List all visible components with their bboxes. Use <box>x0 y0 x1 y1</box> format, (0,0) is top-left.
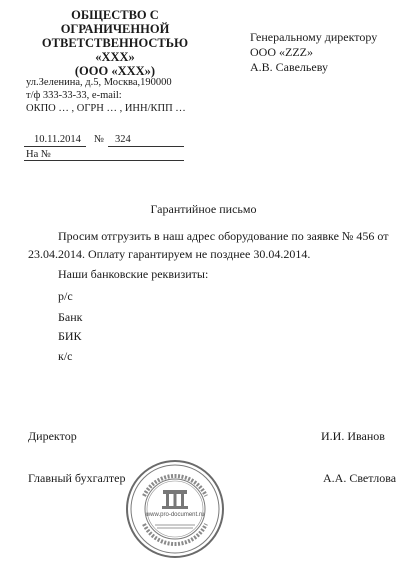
bank-heading: Наши банковские реквизиты: <box>58 267 209 281</box>
company-seal <box>124 458 226 560</box>
bank-field-bik: БИК <box>58 329 82 343</box>
company-name-line: ОГРАНИЧЕННОЙ <box>60 22 170 36</box>
reg-date-underline <box>24 146 86 147</box>
accountant-label: Главный бухгалтер <box>28 471 126 485</box>
ref-underline <box>24 160 184 161</box>
letter-paragraph-line: Просим отгрузить в наш адрес оборудование по заявке № 456 от <box>58 229 389 243</box>
company-codes: ОКПО … , ОГРН … , ИНН/КПП … <box>26 103 186 114</box>
reg-number-underline <box>108 146 184 147</box>
company-name-line: (ООО «ХХХ») <box>74 64 156 78</box>
director-name: И.И. Иванов <box>321 429 385 443</box>
addressee-line: А.В. Савельеву <box>250 60 328 74</box>
company-header <box>20 8 210 78</box>
seal-graphic <box>124 458 226 560</box>
ref-label: На № <box>26 149 51 160</box>
bank-field-ks: к/с <box>58 349 73 363</box>
company-name-line: «ХХХ» <box>95 50 135 64</box>
company-name-line: ОБЩЕСТВО С <box>71 8 159 22</box>
reg-number: 324 <box>115 134 131 145</box>
company-name-line: ОТВЕТСТВЕННОСТЬЮ <box>41 36 189 50</box>
company-address: ул.Зеленина, д.5, Москва,190000 <box>26 77 172 88</box>
addressee-line: Генеральному директору <box>250 30 378 44</box>
seal-url: www.pro-document.ru <box>145 512 205 518</box>
letter-title: Гарантийное письмо <box>150 202 257 216</box>
addressee-block <box>250 30 400 75</box>
reg-date: 10.11.2014 <box>34 134 81 145</box>
company-contacts <box>26 76 226 115</box>
bank-field-bank: Банк <box>58 310 83 324</box>
reg-number-label: № <box>94 134 105 145</box>
bank-field-rs: р/с <box>58 289 73 303</box>
accountant-name: А.А. Светлова <box>323 471 397 485</box>
director-label: Директор <box>28 429 77 443</box>
addressee-line: ООО «ZZZ» <box>250 45 313 59</box>
company-phone: т/ф 333-33-33, e-mail: <box>26 90 122 101</box>
letter-paragraph-line: 23.04.2014. Оплату гарантируем не позднее 30.04.2014. <box>28 247 311 261</box>
